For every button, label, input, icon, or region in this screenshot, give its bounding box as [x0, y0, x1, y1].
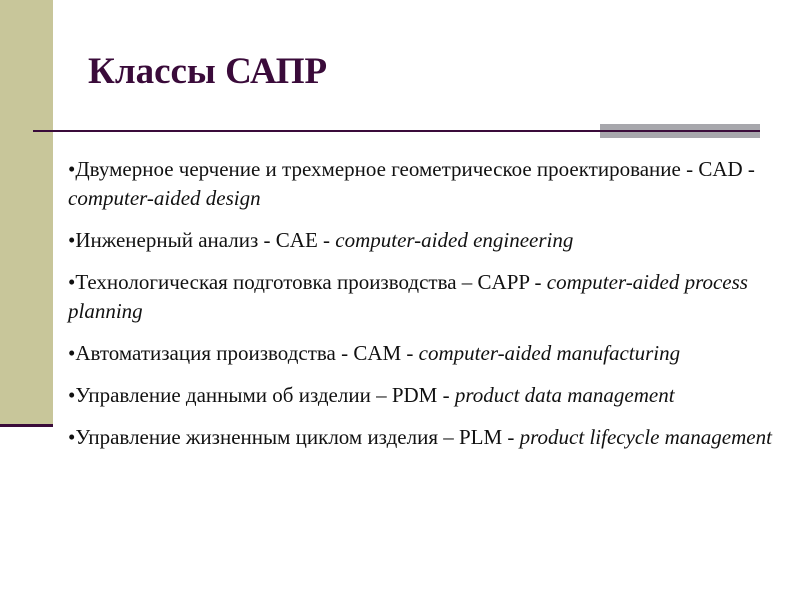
bullet-item-cae [68, 226, 778, 255]
bullet-item-cam [68, 339, 778, 368]
bullet-term: computer-aided manufacturing [418, 341, 681, 365]
title-divider [33, 130, 600, 132]
bullet-text: •Управление жизненным циклом изделия – PLM - [68, 425, 520, 449]
bullet-text: •Технологическая подготовка производства – CAPP - [68, 270, 547, 294]
bullet-list [68, 155, 778, 465]
bullet-item-plm [68, 423, 778, 452]
bullet-text: •Инженерный анализ - CAE - [68, 228, 336, 252]
bullet-item-cad [68, 155, 778, 213]
bullet-term: product lifecycle management [519, 425, 772, 449]
slide-title: Классы САПР [88, 51, 328, 92]
side-decoration-line [0, 424, 53, 427]
bullet-term: computer-aided engineering [335, 228, 574, 252]
bullet-item-capp [68, 268, 778, 326]
side-decoration-bar [0, 0, 53, 424]
bullet-term: computer-aided process planning [68, 270, 748, 323]
bullet-term: product data management [454, 383, 675, 407]
bullet-text: •Управление данными об изделии – PDM - [68, 383, 455, 407]
bullet-text: •Автоматизация производства - CAM - [68, 341, 419, 365]
bullet-text: •Двумерное черчение и трехмерное геометрическое проектирование - CAD - [68, 157, 755, 181]
title-divider-block-line [600, 130, 760, 132]
bullet-item-pdm [68, 381, 778, 410]
bullet-term: computer-aided design [68, 186, 261, 210]
